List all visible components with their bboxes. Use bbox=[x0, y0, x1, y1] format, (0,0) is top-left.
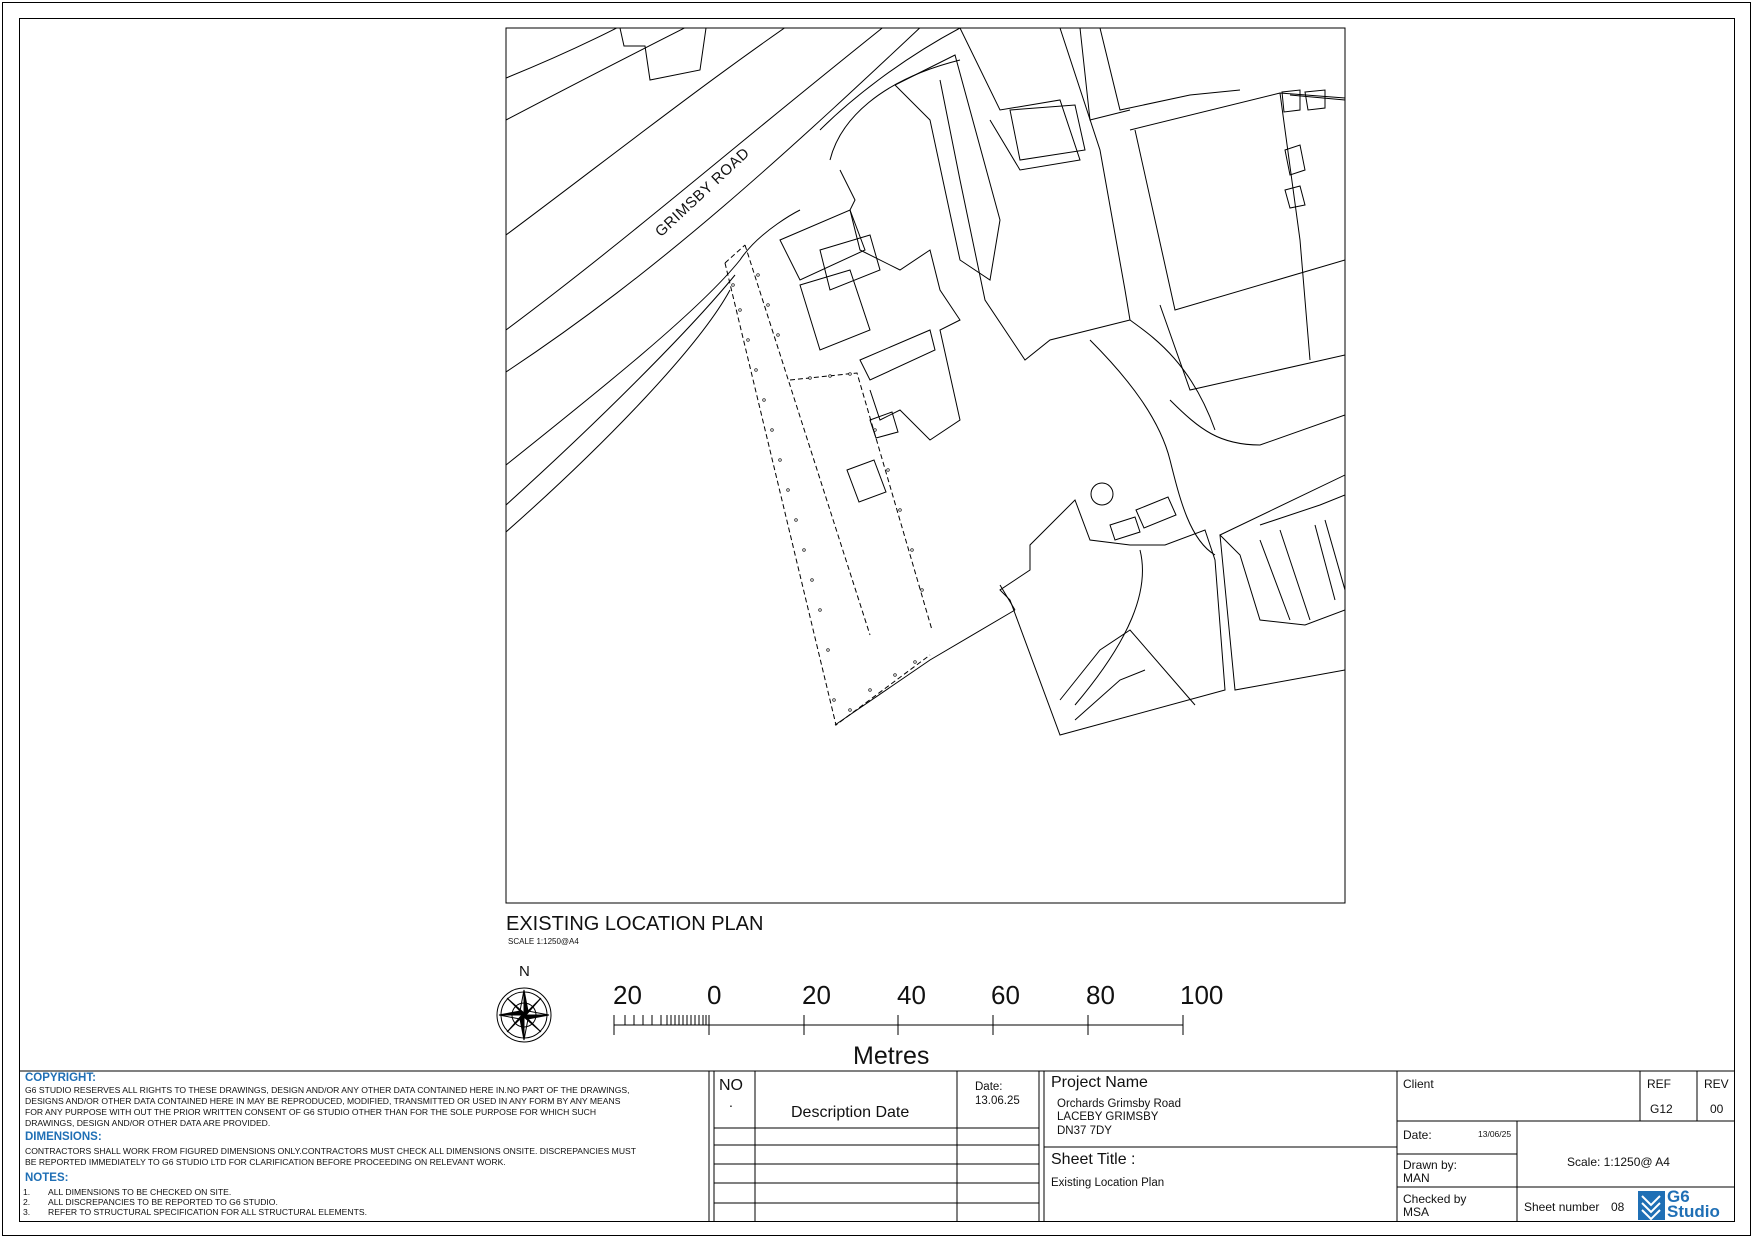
access-road-edge bbox=[820, 28, 960, 130]
rev-value: 00 bbox=[1710, 1102, 1724, 1116]
copyright-line: DRAWINGS, DESIGN AND/OR OTHER DATA ARE PROVIDED. bbox=[25, 1118, 271, 1128]
building-e bbox=[1010, 105, 1085, 160]
note-number: 1. bbox=[23, 1187, 31, 1197]
map-viewport-frame bbox=[506, 28, 1345, 903]
scale-text: Scale: 1:1250@ A4 bbox=[1567, 1155, 1670, 1169]
roundabout-circle bbox=[1091, 483, 1113, 505]
site-boundary bbox=[725, 245, 932, 725]
copyright-line: G6 STUDIO RESERVES ALL RIGHTS TO THESE DRAWINGS, DESIGN AND/OR ANY OTHER DATA CONTAINED HERE IN.NO PART OF THE DRAWINGS, bbox=[25, 1085, 630, 1095]
scale-tick-label: 80 bbox=[1086, 980, 1115, 1010]
ref-label: REF bbox=[1647, 1077, 1671, 1091]
sheet-number-label: Sheet number bbox=[1524, 1200, 1600, 1214]
revision-no-dot: . bbox=[729, 1094, 733, 1110]
building-i bbox=[1220, 475, 1345, 625]
scale-tick-label: 20 bbox=[802, 980, 831, 1010]
building-f bbox=[940, 28, 1130, 360]
revision-date-value: 13.06.25 bbox=[975, 1095, 1020, 1107]
building-h bbox=[1160, 305, 1345, 390]
building-b bbox=[820, 235, 880, 290]
building-d bbox=[895, 55, 1000, 280]
copyright-heading: COPYRIGHT: bbox=[25, 1072, 96, 1084]
copyright-line: DESIGNS AND/OR OTHER DATA CONTAINED HERE IN MAY BE REPRODUCED, MODIFIED, TRANSMITTED OR USED IN ANY FORM BY ANY MEANS bbox=[25, 1096, 621, 1106]
revision-date-header: Date: bbox=[975, 1081, 1003, 1093]
dimensions-heading: DIMENSIONS: bbox=[25, 1131, 102, 1143]
scale-note: SCALE 1:1250@A4 bbox=[508, 937, 579, 946]
logo-text-g6: G6 bbox=[1667, 1187, 1690, 1206]
client-label: Client bbox=[1403, 1077, 1434, 1091]
ref-value: G12 bbox=[1650, 1102, 1673, 1116]
survey-points bbox=[732, 274, 924, 712]
building-g bbox=[1135, 130, 1345, 310]
date-label: Date: bbox=[1403, 1128, 1432, 1142]
note-text: REFER TO STRUCTURAL SPECIFICATION FOR ALL STRUCTURAL ELEMENTS. bbox=[48, 1207, 367, 1217]
project-name-label: Project Name bbox=[1051, 1074, 1148, 1091]
sheet-number-value: 08 bbox=[1611, 1200, 1625, 1214]
revision-description-header: Description Date bbox=[791, 1104, 910, 1121]
scale-tick-label: 20 bbox=[613, 980, 642, 1010]
project-address-line: DN37 7DY bbox=[1057, 1125, 1112, 1137]
dimensions-line: CONTRACTORS SHALL WORK FROM FIGURED DIMENSIONS ONLY.CONTRACTORS MUST CHECK ALL DIMENSIONS ONSITE. DISCREPANCIES MUST bbox=[25, 1146, 637, 1156]
building-central-outline bbox=[840, 170, 960, 440]
car-park-curve bbox=[1090, 340, 1215, 555]
building-c bbox=[800, 270, 870, 350]
boundary-link bbox=[835, 610, 1015, 725]
sheet-title-label: Sheet Title : bbox=[1051, 1151, 1136, 1168]
scale-tick-label: 100 bbox=[1180, 980, 1224, 1010]
scale-tick-label: 40 bbox=[897, 980, 926, 1010]
north-label: N bbox=[519, 963, 530, 980]
logo-text-studio: Studio bbox=[1667, 1202, 1720, 1221]
scale-tick-label: 60 bbox=[991, 980, 1020, 1010]
road-label: GRIMSBY ROAD bbox=[652, 144, 754, 241]
drawn-by-label: Drawn by: bbox=[1403, 1158, 1458, 1172]
rev-label: REV bbox=[1704, 1077, 1729, 1091]
checked-by-label: Checked by bbox=[1403, 1192, 1467, 1206]
date-value: 13/06/25 bbox=[1478, 1129, 1512, 1139]
building-top-left bbox=[506, 28, 706, 80]
note-text: ALL DISCREPANCIES TO BE REPORTED TO G6 STUDIO. bbox=[48, 1197, 278, 1207]
revision-no-header: NO bbox=[719, 1077, 743, 1094]
note-number: 2. bbox=[23, 1197, 31, 1207]
building-j bbox=[1000, 500, 1225, 735]
g6-studio-logo bbox=[1638, 1187, 1734, 1221]
notes-heading: NOTES: bbox=[25, 1172, 69, 1184]
plan-title: EXISTING LOCATION PLAN bbox=[506, 913, 764, 935]
copyright-line: FOR ANY PURPOSE WITH OUT THE PRIOR WRITTEN CONSENT OF G6 STUDIO OTHER THAN FOR THE SOLE PURPOSE FOR WHICH SUCH bbox=[25, 1107, 597, 1117]
project-address-line: LACEBY GRIMSBY bbox=[1057, 1111, 1159, 1123]
drawn-by-value: MAN bbox=[1403, 1171, 1430, 1185]
sheet-title-value: Existing Location Plan bbox=[1051, 1177, 1165, 1189]
shed-building bbox=[847, 460, 886, 502]
dimensions-line: BE REPORTED IMMEDIATELY TO G6 STUDIO LTD FOR CLARIFICATION BEFORE PROCEEDING ON RELEVANT WORK. bbox=[25, 1157, 506, 1167]
logo-mark-icon bbox=[1638, 1190, 1666, 1221]
note-number: 3. bbox=[23, 1207, 31, 1217]
note-text: ALL DIMENSIONS TO BE CHECKED ON SITE. bbox=[48, 1187, 232, 1197]
scale-unit-label: Metres bbox=[853, 1042, 930, 1070]
checked-by-value: MSA bbox=[1403, 1205, 1430, 1219]
project-address-line: Orchards Grimsby Road bbox=[1057, 1098, 1181, 1110]
scale-tick-label: 0 bbox=[707, 980, 722, 1010]
